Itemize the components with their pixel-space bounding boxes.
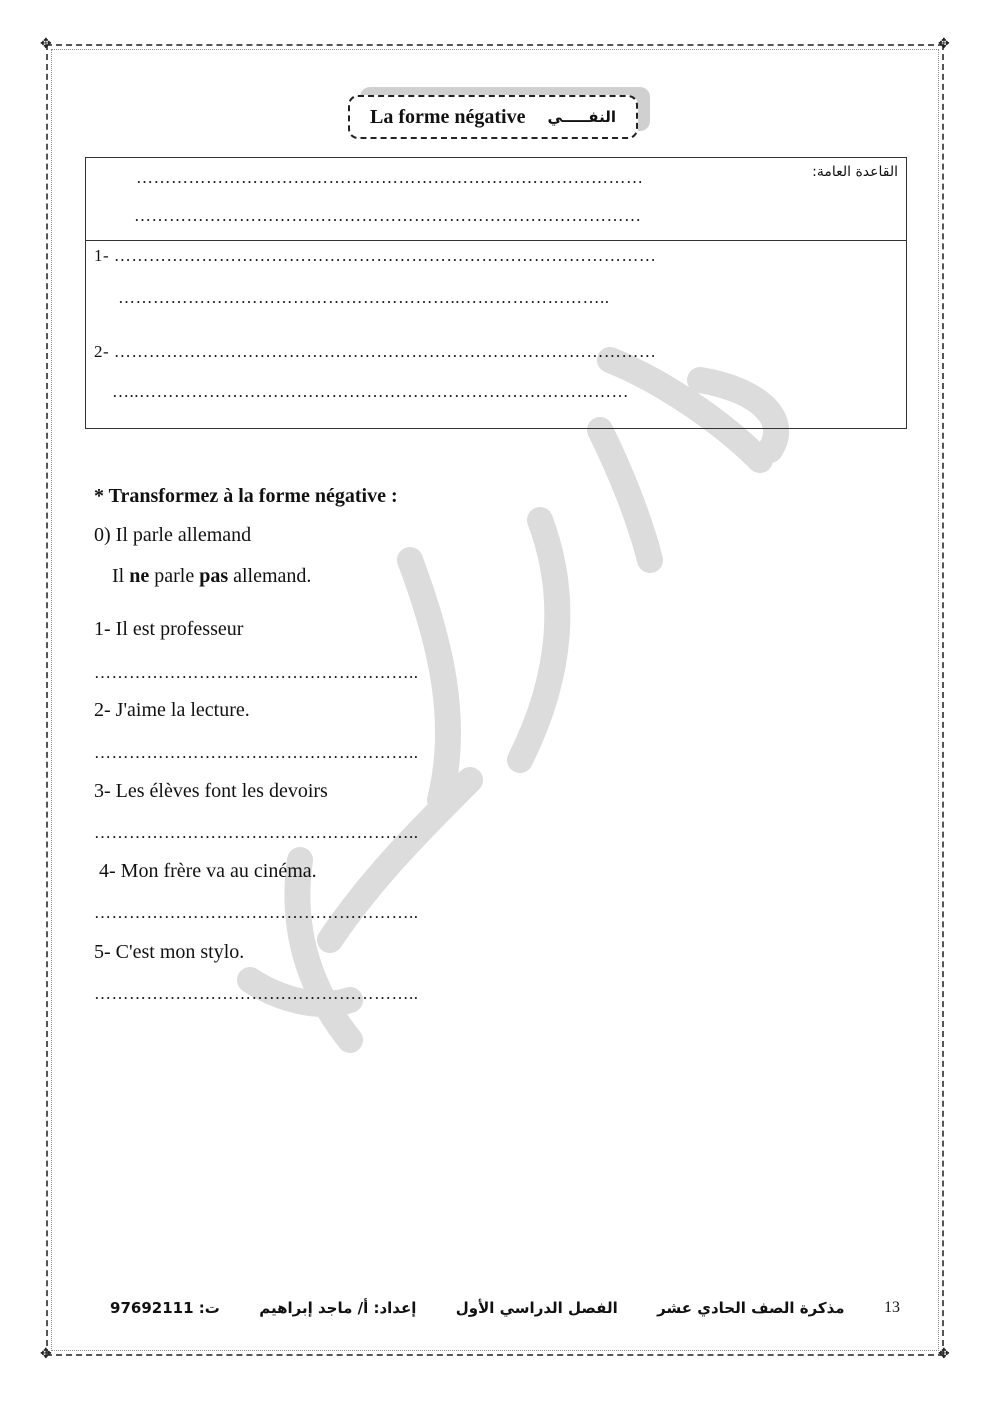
page-title (348, 95, 638, 139)
example-answer: Il ne parle pas allemand. (112, 565, 312, 587)
corner-ornament-icon: ✥ (40, 1347, 52, 1362)
rule-line: …………………………………………………………………………… (136, 168, 644, 187)
footer-semester: الفصل الدراسي الأول (455, 1299, 618, 1317)
answer-blank[interactable]: ……………………………………………….. (94, 743, 419, 762)
footer-memo: مذكرة الصف الحادي عشر (657, 1299, 845, 1317)
page-number: 13 (884, 1299, 900, 1316)
answer-blank[interactable]: ……………………………………………….. (94, 984, 419, 1003)
example-line: 2- ………………………………………………………………………………… (94, 342, 657, 361)
exercise-heading: * Transformez à la forme négative : (94, 485, 398, 507)
title-french: La forme négative (369, 105, 526, 128)
exercise-item: 4- Mon frère va au cinéma. (94, 860, 317, 882)
title-arabic: النفـــــي (547, 108, 617, 126)
rule-label: القاعدة العامة: (812, 164, 898, 180)
exercise-item: 1- Il est professeur (94, 618, 244, 640)
answer-blank[interactable]: ……………………………………………….. (94, 663, 419, 682)
rule-box (85, 157, 907, 429)
corner-ornament-icon: ✥ (40, 37, 52, 52)
rule-divider (86, 240, 906, 241)
example-line: …..………………………………………………………………………… (112, 382, 629, 401)
answer-blank[interactable]: ……………………………………………….. (94, 903, 419, 922)
answer-blank[interactable]: ……………………………………………….. (94, 823, 419, 842)
footer (110, 1294, 900, 1322)
footer-phone: ت: 97692111 (110, 1299, 220, 1317)
footer-author: إعداد: أ/ ماجد إبراهيم (259, 1299, 417, 1317)
exercise-item: 5- C'est mon stylo. (94, 941, 245, 963)
exercise-item: 2- J'aime la lecture. (94, 699, 250, 721)
corner-ornament-icon: ✥ (938, 1347, 950, 1362)
exercise-item: 3- Les élèves font les devoirs (94, 780, 328, 802)
example-line: …………………………………………………..…………………….. (118, 288, 610, 307)
corner-ornament-icon: ✥ (938, 37, 950, 52)
example-line: 1- ………………………………………………………………………………… (94, 246, 657, 265)
rule-line: …………………………………………………………………………… (134, 206, 642, 225)
example-sentence: 0) Il parle allemand (94, 524, 252, 546)
